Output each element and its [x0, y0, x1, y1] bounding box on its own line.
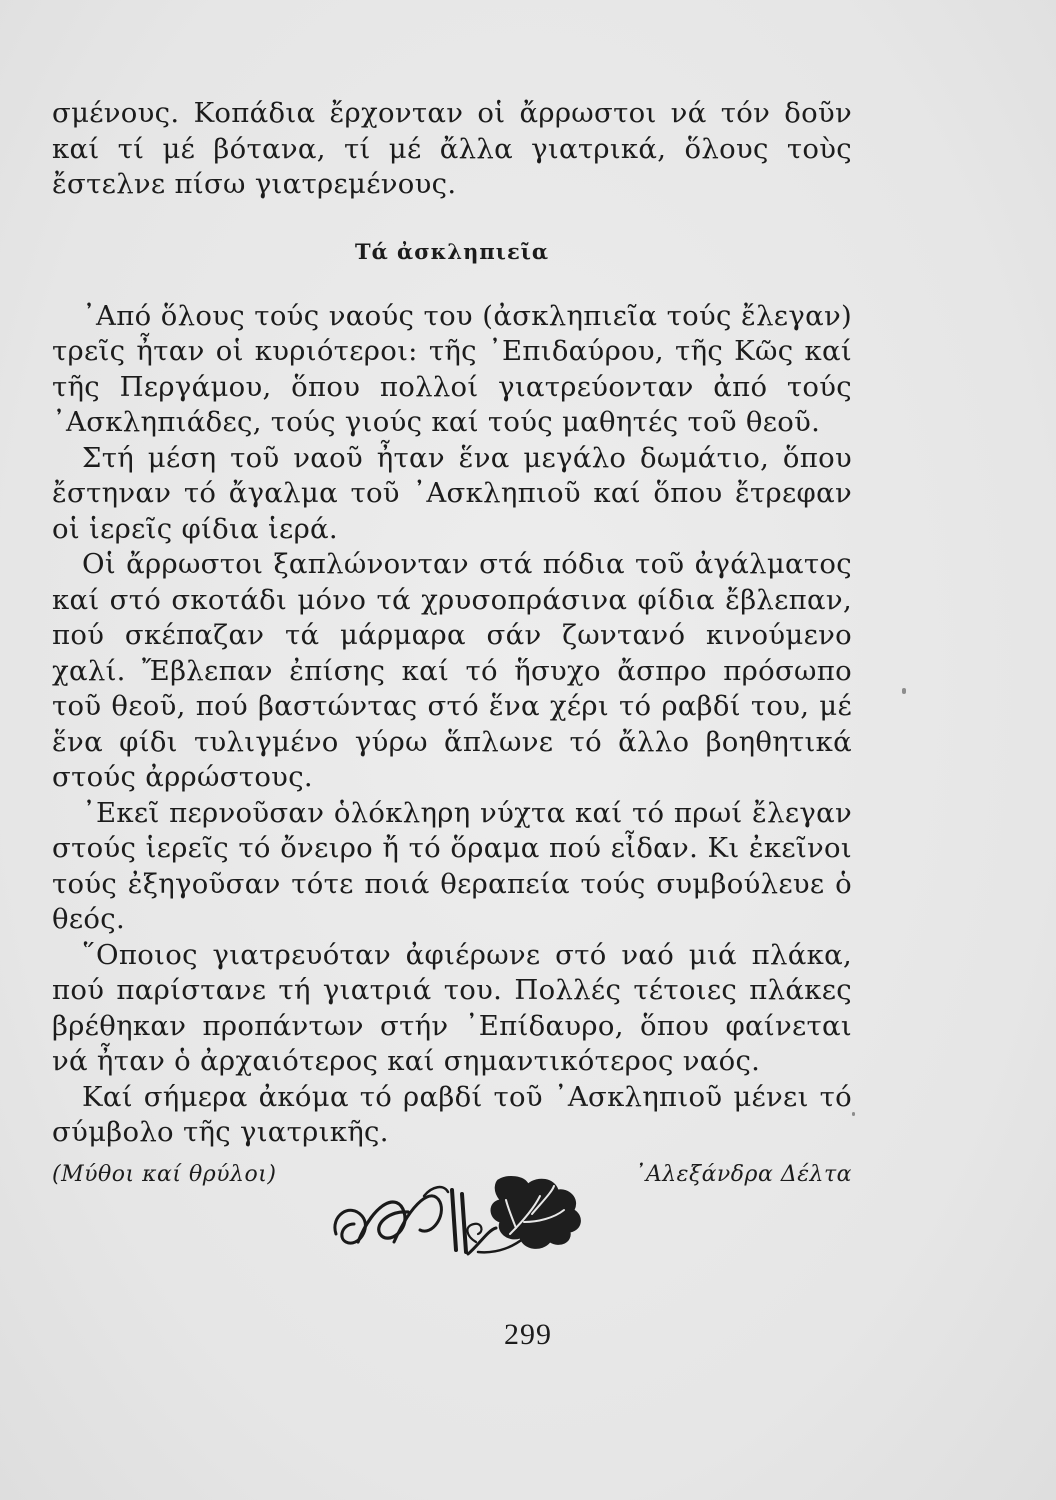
paragraph-6: Καί σήμερα ἀκόμα τό ραβδί τοῦ ᾿Ασκληπιοῦ μένει τό σύμβολο τῆς γιατρικῆς.: [52, 1080, 852, 1148]
author-name: ᾿Αλεξάνδρα Δέλτα: [634, 1162, 852, 1187]
section-heading: Τά ἀσκληπιεῖα: [354, 238, 550, 264]
text-column: [52, 96, 852, 1151]
paragraph-5: ῞Οποιος γιατρευόταν ἀφιέρωνε στό ναό μιά πλάκα, πού παρίστανε τή γιατριά του. Πολλές τέτοιες πλάκες βρέθηκαν προπάντων στήν ᾿Επίδαυρο, ὅπου φαίνεται νά ἦταν ὁ ἀρχαιότερος καί σημαντικότερος ναός.: [52, 938, 852, 1077]
continuation-paragraph: σμένους. Κοπάδια ἔρχονταν οἱ ἄρρωστοι νά τόν δοῦν καί τί μέ βότανα, τί μέ ἄλλα γιατρικά, ὅλους τοὺς ἔστελνε πίσω γιατρεμένους.: [52, 97, 852, 200]
paragraph-4: ᾿Εκεῖ περνοῦσαν ὁλόκληρη νύχτα καί τό πρωί ἔλεγαν στούς ἱερεῖς τό ὄνειρο ἤ τό ὅραμα πού εἶδαν. Κι ἐκεῖνοι τούς ἐξηγοῦσαν τότε ποιά θεραπεία τούς συμβούλευε ὁ θεός.: [52, 796, 852, 935]
vine-leaf-flourish-icon: [328, 1172, 590, 1264]
paragraph-2: Στή μέση τοῦ ναοῦ ἦταν ἕνα μεγάλο δωμάτιο, ὅπου ἔστηναν τό ἄγαλμα τοῦ ᾿Ασκληπιοῦ καί ὅπου ἔτρεφαν οἱ ἱερεῖς φίδια ἱερά.: [52, 441, 852, 545]
paragraph-1: ᾿Από ὅλους τούς ναούς του (ἀσκληπιεῖα τούς ἔλεγαν) τρεῖς ἦταν οἱ κυριότεροι: τῆς ᾿Επιδαύρου, τῆς Κῶς καί τῆς Περγάμου, ὅπου πολλοί γιατρεύονταν ἀπό τούς ᾿Ασκληπιάδες, τούς γιούς καί τούς μαθητές τοῦ θεοῦ.: [52, 299, 852, 438]
scan-speck: [852, 1112, 855, 1116]
source-citation: (Μύθοι καί θρύλοι): [52, 1162, 277, 1187]
page-number: 299: [504, 1318, 552, 1351]
paragraph-3: Οἱ ἄρρωστοι ξαπλώνονταν στά πόδια τοῦ ἀγάλματος καί στό σκοτάδι μόνο τά χρυσοπράσινα φίδια ἔβλεπαν, πού σκέπαζαν τά μάρμαρα σάν ζωντανό κινούμενο χαλί. Ἔβλεπαν ἐπίσης καί τό ἥσυχο ἄσπρο πρόσωπο τοῦ θεοῦ, πού βαστώντας στό ἕνα χέρι τό ραβδί του, μέ ἕνα φίδι τυλιγμένο γύρω ἅπλωνε τό ἄλλο βοηθητικά στούς ἀρρώστους.: [52, 548, 852, 793]
scan-speck: [902, 688, 906, 694]
